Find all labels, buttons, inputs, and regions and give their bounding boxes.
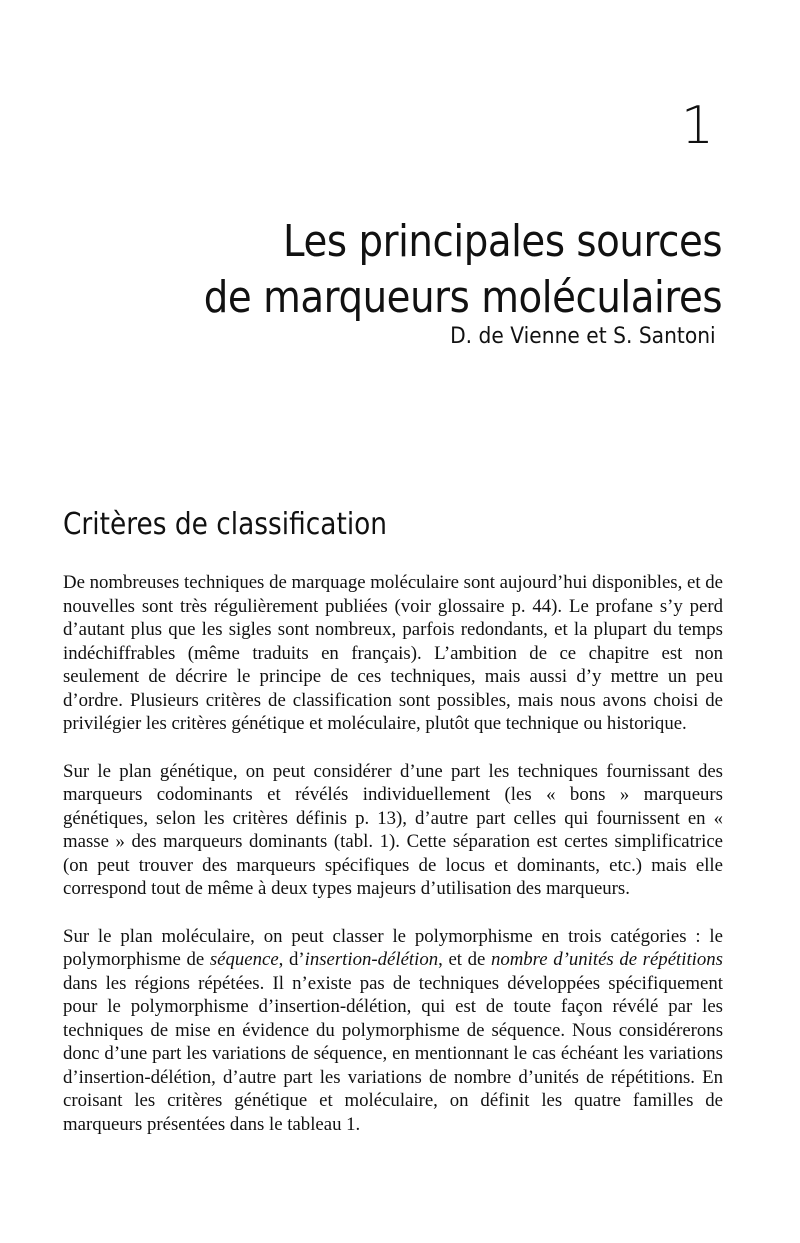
section-body <box>63 571 723 1160</box>
chapter-title-line-2: de marqueurs moléculaires <box>203 272 722 323</box>
paragraph-3 <box>63 925 723 1137</box>
chapter-title-line-1: Les principales sources <box>282 216 722 267</box>
paragraph-1: De nombreuses techniques de marquage moléculaire sont aujourd’hui disponibles, et de nouvelles sont très régulièrement publiées (voir glossaire p. 44). Le profane s’y perd d’autant plus que les sigles sont nombreux, parfois redondants, et la plupart du temps indéchiffrables (même traduits en français). L’ambition de ce chapitre est non seulement de décrire le principe de ces techniques, mais aussi d’y mettre un peu d’ordre. Plusieurs critères de classification sont possibles, mais nous avons choisi de privilégier les critères génétique et moléculaire, plutôt que technique ou historique. <box>63 572 723 734</box>
term-repeat-units: nombre d’unités de répétitions <box>490 949 723 970</box>
paragraph-3-text: Sur le plan moléculaire, on peut classer le polymorphisme en trois catégories : le polymorphisme de <box>63 925 723 970</box>
chapter-number: 1 <box>680 96 714 156</box>
term-sequence: séquence <box>209 949 279 970</box>
chapter-authors: D. de Vienne et S. Santoni <box>450 324 716 349</box>
section-heading: Critères de classification <box>63 507 388 542</box>
paragraph-3-text: dans les régions répétées. Il n’existe pas de techniques développées spécifiquement pour le polymorphisme d’insertion-délétion, qui est de toute façon révélé par les techniques de mise en évidence du polymorphisme de séquence. Nous considérerons donc d’une part les variations de séquence, en mentionnant le cas échéant les variations d’insertion-délétion, d’autre part les variations de nombre d’unités de répétitions. En croisant les critères génétique et moléculaire, on définit les quatre familles de marqueurs présentées dans le tableau 1. <box>63 972 723 1135</box>
paragraph-3-text: , et de <box>438 949 491 970</box>
chapter-title <box>204 214 722 326</box>
term-insertion-deletion: insertion-délétion <box>304 949 439 970</box>
paragraph-2: Sur le plan génétique, on peut considérer d’une part les techniques fournissant des marqueurs codominants et révélés individuellement (les « bons » marqueurs génétiques, selon les critères définis p. 13), d’autre part celles qui fournissent en « masse » des marqueurs dominants (tabl. 1). Cette séparation est certes simplificatrice (on peut trouver des marqueurs spécifiques de locus et dominants, etc.) mais elle correspond tout de même à deux types majeurs d’utilisation des marqueurs. <box>63 760 723 899</box>
paragraph-3-text: , d’ <box>278 949 305 970</box>
